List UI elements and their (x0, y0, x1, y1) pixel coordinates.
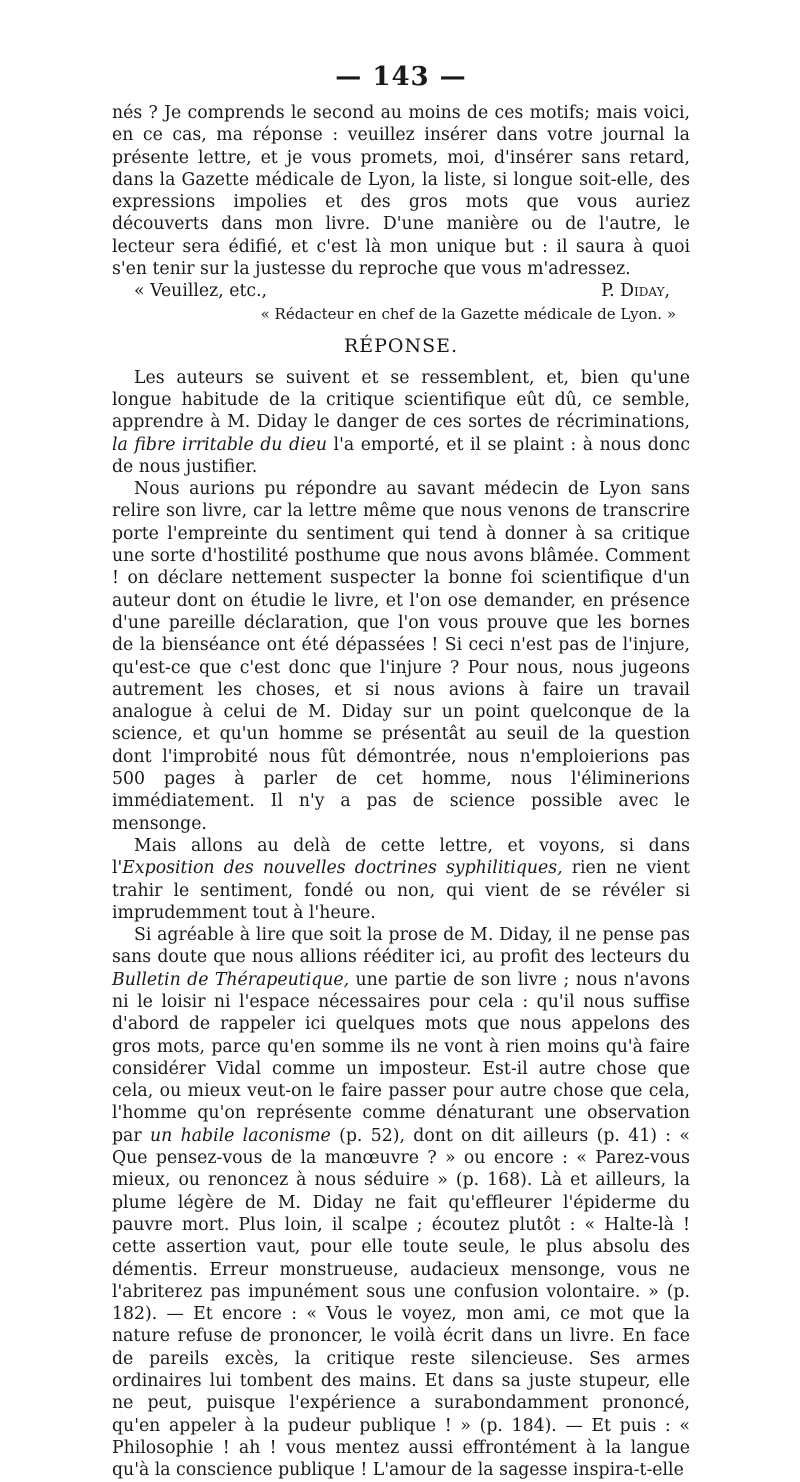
response-p1-italic: la fibre irritable du dieu (112, 434, 327, 455)
response-p4-end: (p. 52), dont on dit ailleurs (p. 41) : « Que pensez-vous de la manœuvre ? » ou encore : « Parez-vous mieux, ou renoncez à nous séduire » (p. 168). Là et ailleurs, la plume légère de M. Diday ne fait qu'effleurer l'épiderme du pauvre mort. Plus loin, il scalpe ; écoutez plutôt : « Halte-là ! cette assertion vaut, pour elle toute seule, le plus absolu des démentis. Erreur monstrueuse, audacieux mensonge, vous ne l'abriterez pas impunément sous une confusion volontaire. » (p. 182). — Et encore : « Vous le voyez, mon ami, ce mot que la nature refuse de prononcer, le voilà écrit dans un livre. En face de pareils excès, la critique reste silencieuse. Ses armes ordinaires lui tombent des mains. Et dans sa juste stupeur, elle ne peut, puisque l'expérience a surabondamment prononcé, qu'en appeler à la pudeur publique ! » (p. 184). — Et puis : « Philosophie ! ah ! vous mentez aussi effrontément à la langue qu'à la conscience publique ! L'amour de la sagesse inspira-t-elle (112, 1125, 691, 1481)
response-paragraph-1 (112, 367, 690, 478)
response-p4-italic: Bulletin de Thérapeutique, (112, 969, 350, 990)
letter-closing: « Veuillez, etc., (134, 281, 268, 302)
response-paragraph-3 (112, 835, 690, 924)
response-p3-start: Mais allons au delà de cette lettre, et voyons, si dans l' (112, 835, 690, 879)
response-heading: RÉPONSE. (343, 334, 459, 357)
response-p4-start: Si agréable à lire que soit la prose de M. Diday, il ne pense pas sans doute que nous allions rééditer ici, au profit des lecteurs du (112, 925, 690, 968)
response-p3-italic: Exposition des nouvelles doctrines syphilitiques, (122, 858, 563, 879)
response-paragraph-4 (112, 924, 690, 1481)
letter-closing-line (112, 280, 690, 302)
letter-signature-title: « Rédacteur en chef de la Gazette médicale de Lyon. » (260, 304, 676, 323)
response-p4-mid: une partie de son livre ; nous n'avons ni le loisir ni l'espace nécessaires pour cela : qu'il nous suffise d'abord de rappeler ici quelques mots que nous appelons des gros mots, parce qu'en somme ils ne vont à rien moins qu'à faire considérer Vidal comme un imposteur. Est-il autre chose que cela, ou mieux veut-on le faire passer pour autre chose que cela, l'homme qu'on représente comme dénaturant une observation par (112, 969, 690, 1146)
response-paragraph-2: Nous aurions pu répondre au savant médecin de Lyon sans relire son livre, car la lettre même que nous venons de transcrire porte l'empreinte du sentiment qui tend à donner à sa critique une sorte d'hostilité posthume que nous avons blâmée. Comment ! on déclare nettement suspecter la bonne foi scientifique d'un auteur dont on étudie le livre, et l'on ose demander, en présence d'une pareille déclaration, que l'on vous prouve que les bornes de la bienséance ont été dépassées ! Si ceci n'est pas de l'injure, qu'est-ce que c'est donc que l'injure ? Pour nous, nous jugeons autrement les choses, et si nous avions à faire un travail analogue à celui de M. Diday sur un point quelconque de la science, et qu'un homme se présentât au seuil de la question dont l'improbité nous fût démontrée, nous n'emploierions pas 500 pages à parler de cet homme, nous l'éliminerions immédiatement. Il n'y a pas de science possible avec le mensonge. (112, 479, 690, 834)
response-p4-italic2: un habile laconisme (149, 1125, 331, 1146)
letter-paragraph: nés ? Je comprends le second au moins de ces motifs; mais voici, en ce cas, ma réponse : veuillez insérer dans votre journal la présente lettre, et je vous promets, moi, d'insérer sans retard, dans la Gazette médicale de Lyon, la liste, si longue soit-elle, des expressions impolies et des gros mots que vous auriez découverts dans mon livre. D'une manière ou de l'autre, le lecteur sera édifié, et c'est là mon unique but : il saura à quoi s'en tenir sur la justesse du reproche que vous m'adressez. (112, 103, 690, 280)
letter-signature: P. Diday, (601, 281, 670, 302)
response-p3-end: rien ne vient trahir le sentiment, fondé ou non, qui vient de se révéler si imprudemment tout à l'heure. (112, 858, 690, 923)
response-p1-end: l'a emporté, et il se plaint : à nous donc de nous justifier. (112, 434, 690, 477)
response-p1-text: Les auteurs se suivent et se ressemblent, et, bien qu'une longue habitude de la critique scientifique eût dû, ce semble, apprendre à M. Diday le danger de ces sortes de récriminations, (112, 367, 690, 433)
page-number: — 143 — (335, 62, 467, 92)
